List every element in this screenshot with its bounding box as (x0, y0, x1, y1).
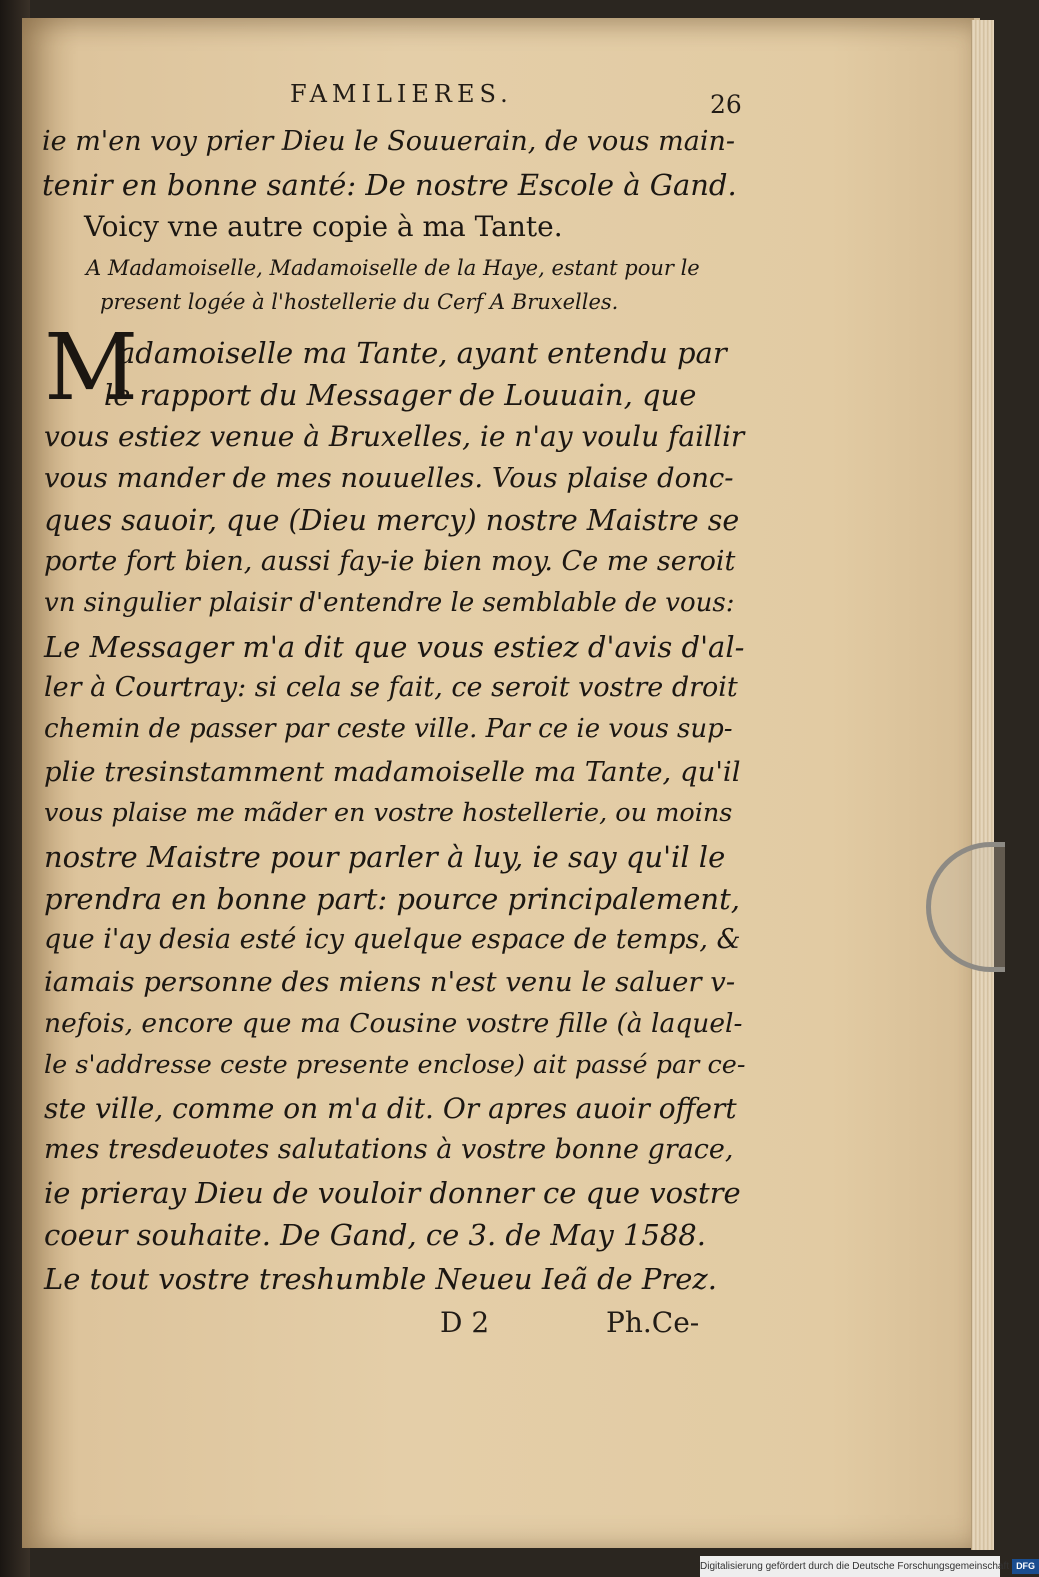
closing-line: Le tout vostre treshumble Neueu Ieã de Prez. (44, 1262, 717, 1296)
text-line: vn singulier plaisir d'entendre le semblable de vous: (44, 588, 735, 618)
signature-mark: D 2 (440, 1306, 490, 1339)
text-line: ler à Courtray: si cela se fait, ce seroit vostre droit (44, 672, 738, 703)
text-line: nefois, encore que ma Cousine vostre fille (à laquel- (44, 1008, 743, 1039)
text-line: prendra en bonne part: pource principalement, (44, 882, 740, 916)
text-line: Voicy vne autre copie à ma Tante. (84, 210, 563, 243)
text-line: porte fort bien, aussi fay-ie bien moy. Ce me seroit (44, 546, 736, 577)
catchword: Ph.Ce- (606, 1306, 700, 1339)
running-head: FAMILIERES. (290, 80, 513, 108)
text-line: vous estiez venue à Bruxelles, ie n'ay voulu faillir (44, 420, 745, 453)
text-line: Le Messager m'a dit que vous estiez d'avis d'al- (44, 630, 745, 664)
page-edges (971, 20, 994, 1550)
text-line: le s'addresse ceste presente enclose) ait passé par ce- (44, 1050, 746, 1080)
text-line: vous plaise me mãder en vostre hostellerie, ou moins (44, 798, 733, 828)
text-line: iamais personne des miens n'est venu le saluer v- (44, 966, 736, 998)
dfg-logo: DFG (1012, 1559, 1039, 1574)
address-line: present logée à l'hostellerie du Cerf A Bruxelles. (100, 290, 619, 314)
text-line: ste ville, comme on m'a dit. Or apres auoir offert (44, 1092, 737, 1125)
text-line: mes tresdeuotes salutations à vostre bonne grace, (44, 1134, 734, 1165)
text-line: vous mander de mes nouuelles. Vous plaise donc- (44, 462, 734, 494)
text-line: que i'ay desia esté icy quelque espace de temps, & (44, 924, 741, 955)
address-line: A Madamoiselle, Madamoiselle de la Haye, estant pour le (86, 256, 700, 280)
text-line: chemin de passer par ceste ville. Par ce ie vous sup- (44, 714, 733, 744)
funding-note: Digitalisierung gefördert durch die Deutsche Forschungsgemeinschaft (700, 1561, 1010, 1572)
page-number: 26 (710, 90, 742, 119)
text-line: le rapport du Messager de Louuain, que (104, 378, 697, 412)
text-line: adamoiselle ma Tante, ayant entendu par (118, 336, 727, 370)
text-line: ie m'en voy prier Dieu le Souuerain, de vous main- (42, 126, 735, 157)
text-line: ques sauoir, que (Dieu mercy) nostre Maistre se (44, 504, 740, 537)
text-line: coeur souhaite. De Gand, ce 3. de May 1588. (44, 1218, 706, 1252)
text-line: ie prieray Dieu de vouloir donner ce que vostre (44, 1176, 741, 1210)
text-line: nostre Maistre pour parler à luy, ie say qu'il le (44, 840, 726, 874)
text-line: plie tresinstamment madamoiselle ma Tante, qu'il (44, 756, 741, 788)
text-line: tenir en bonne santé: De nostre Escole à Gand. (42, 168, 737, 202)
funding-footer (700, 1556, 1036, 1577)
drop-cap: M (44, 314, 139, 421)
